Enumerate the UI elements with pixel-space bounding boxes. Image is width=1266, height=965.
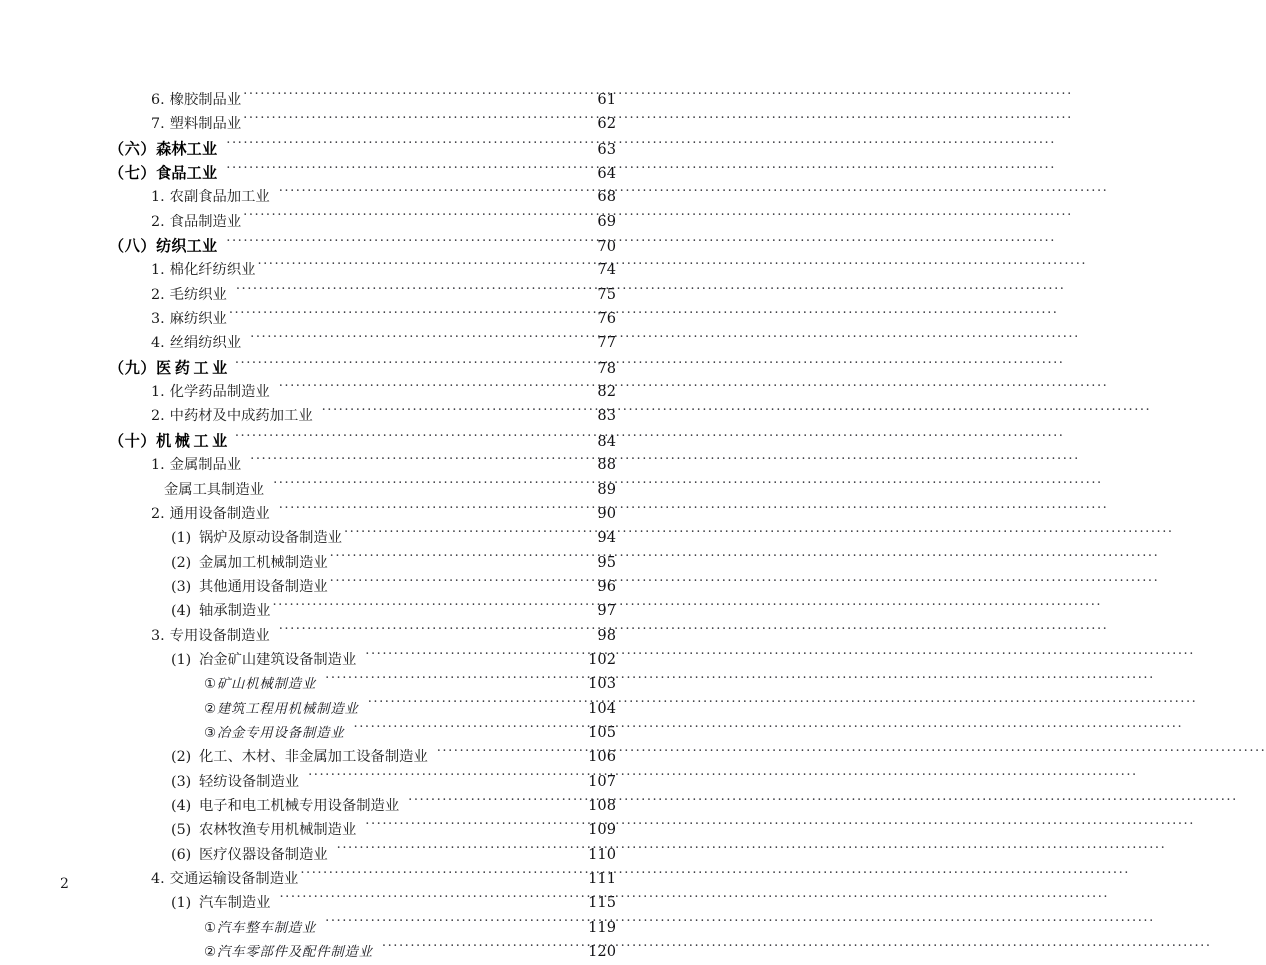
toc-dot-leader: [325, 916, 584, 932]
toc-entry-marker: 4.: [151, 871, 165, 887]
toc-entry-title: 毛纺织业: [169, 286, 227, 303]
toc-dot-leader: [308, 770, 584, 786]
toc-entry-page-number: 75: [597, 285, 616, 303]
toc-entry-title: 通用设备制造业: [169, 505, 270, 522]
toc-entry-marker: 2.: [151, 213, 165, 230]
toc-entry-marker: （十）: [109, 431, 157, 450]
toc-dot-leader: [368, 697, 584, 713]
toc-entry-page-number: 76: [597, 310, 616, 328]
toc-entry-marker: （八）: [109, 237, 157, 256]
toc-entry-marker: 3.: [151, 311, 165, 328]
toc-entry-page-number: 88: [597, 456, 616, 474]
toc-entry-page-number: 97: [597, 602, 616, 620]
toc-entry-marker: (1): [171, 895, 192, 912]
toc-entry-page-number: 69: [597, 212, 616, 230]
toc-entry-marker: 1.: [151, 189, 165, 206]
toc-entry-title: 金属加工机械制造业: [199, 554, 328, 571]
toc-entry-title: 汽车零部件及配件制造业: [216, 945, 373, 961]
toc-dot-leader: [273, 478, 584, 494]
toc-entry-title: 其他通用设备制造业: [199, 578, 328, 595]
toc-dot-leader: [243, 210, 584, 226]
toc-entry-marker: ①: [204, 677, 217, 693]
toc-entry-page-number: 108: [588, 796, 616, 814]
toc-entry-title: 金属制品业: [169, 457, 242, 474]
toc-entry-page-number: 68: [597, 188, 616, 206]
toc-dot-leader: [250, 453, 584, 469]
toc-entry-marker: 4.: [151, 335, 165, 352]
toc-entry-title: 食品制造业: [169, 213, 242, 230]
toc-entry-marker: (4): [171, 603, 192, 620]
toc-entry-page-number: 109: [588, 821, 616, 839]
toc-entry-label: [151, 307, 227, 331]
toc-entry-label: [151, 88, 241, 112]
toc-dot-leader: [344, 526, 584, 542]
toc-entry-label: [151, 380, 270, 404]
toc-entry-label: [171, 551, 328, 575]
toc-entry-marker: ②: [204, 701, 217, 717]
toc-entry-page-number: 62: [597, 115, 616, 133]
toc-dot-leader: [408, 794, 584, 810]
page-folio-number: 2: [60, 876, 69, 892]
toc-entry-title: 化学药品制造业: [169, 384, 270, 401]
toc-entry-page-number: 94: [597, 529, 616, 547]
toc-entry-marker: 1.: [151, 384, 165, 401]
toc-dot-leader: [226, 138, 584, 154]
toc-dot-leader: [437, 745, 584, 761]
toc-entry-title: 冶金矿山建筑设备制造业: [199, 651, 357, 668]
toc-entry-label: [171, 891, 270, 915]
toc-entry-label: [151, 331, 241, 355]
toc-entry-title: 冶金专用设备制造业: [216, 725, 345, 741]
toc-entry-label: [204, 941, 373, 965]
toc-entry-marker: 3.: [151, 627, 165, 644]
toc-entry-page-number: 119: [588, 918, 616, 936]
toc-entry-title: 专用设备制造业: [169, 627, 270, 644]
toc-entry-title: 森林工业: [156, 139, 218, 158]
toc-entry-page-number: 103: [588, 675, 616, 693]
toc-entry-page-number: 84: [597, 432, 616, 450]
toc-entry-page-number: 77: [597, 334, 616, 352]
toc-entry-marker: (4): [171, 797, 192, 814]
toc-entry-marker: ③: [204, 725, 217, 741]
toc-dot-leader: [243, 88, 584, 104]
toc-entry-page-number: 107: [588, 772, 616, 790]
toc-entry-page-number: 95: [597, 553, 616, 571]
toc-dot-leader: [330, 551, 584, 567]
toc-entry-title: 建筑工程用机械制造业: [216, 701, 359, 717]
toc-dot-leader: [243, 112, 584, 128]
toc-dot-leader: [272, 599, 584, 615]
toc-entry-page-number: 78: [597, 359, 616, 377]
toc-dot-leader: [325, 672, 584, 688]
toc-entry-page-number: 74: [597, 261, 616, 279]
toc-entry-title: 机械工业: [156, 431, 231, 450]
toc-entry-marker: (3): [171, 773, 192, 790]
toc-dot-leader: [300, 867, 584, 883]
toc-dot-leader: [229, 307, 584, 323]
toc-entry-label: [109, 161, 217, 185]
toc-entry-title: 塑料制品业: [169, 116, 242, 133]
toc-entry-title: 农副食品加工业: [169, 189, 270, 206]
toc-entry-label: [151, 283, 227, 307]
toc-entry-marker: ②: [204, 945, 217, 961]
toc-entry-label: [151, 867, 298, 891]
toc-entry-label: [151, 453, 241, 477]
toc-entry-title: 棉化纤纺织业: [169, 262, 256, 279]
toc-entry-marker: 6.: [151, 92, 165, 108]
toc-entry-page-number: 110: [588, 845, 616, 863]
table-of-contents: [0, 88, 616, 964]
toc-entry-marker: (5): [171, 822, 192, 839]
toc-dot-leader: [279, 891, 584, 907]
toc-entry-page-number: 98: [597, 626, 616, 644]
toc-entry-marker: (1): [171, 530, 192, 547]
toc-entry-page-number: 120: [588, 943, 616, 961]
document-page: [0, 0, 616, 961]
toc-entry-label: [109, 234, 217, 258]
toc-entry[interactable]: [0, 940, 616, 964]
toc-entry-title: 丝绢纺织业: [169, 335, 242, 352]
toc-entry-marker: 7.: [151, 116, 165, 133]
toc-dot-leader: [250, 331, 584, 347]
toc-entry-marker: (6): [171, 846, 192, 863]
toc-entry-label: [171, 818, 356, 842]
toc-entry-page-number: 90: [597, 504, 616, 522]
toc-entry-label: [109, 137, 217, 161]
toc-entry-label: [204, 917, 316, 941]
toc-entry-label: [204, 698, 359, 722]
toc-entry-title: 橡胶制品业: [169, 92, 242, 108]
toc-entry-label: [204, 673, 316, 697]
toc-entry-title: 金属工具制造业: [164, 481, 265, 498]
toc-dot-leader: [322, 404, 584, 420]
toc-dot-leader: [279, 502, 584, 518]
toc-dot-leader: [279, 380, 584, 396]
toc-entry-label: [171, 526, 342, 550]
toc-entry-title: 医药工业: [156, 358, 231, 377]
toc-entry-marker: 1.: [151, 457, 165, 474]
toc-dot-leader: [365, 648, 584, 664]
toc-entry-page-number: 89: [597, 480, 616, 498]
toc-entry-page-number: 96: [597, 577, 616, 595]
toc-dot-leader: [330, 575, 584, 591]
toc-entry-page-number: 102: [588, 650, 616, 668]
toc-entry-title: 医疗仪器设备制造业: [199, 846, 328, 863]
toc-entry-page-number: 70: [597, 238, 616, 256]
toc-entry-label: [151, 502, 270, 526]
toc-entry-label: [164, 478, 264, 502]
toc-entry-title: 汽车整车制造业: [216, 920, 317, 936]
toc-entry-title: 轴承制造业: [199, 603, 271, 620]
toc-entry-marker: ①: [204, 920, 217, 936]
toc-dot-leader: [337, 843, 584, 859]
toc-entry-title: 麻纺织业: [169, 311, 227, 328]
toc-entry-marker: 2.: [151, 408, 165, 425]
toc-entry-marker: 2.: [151, 505, 165, 522]
toc-entry-title: 化工、木材、非金属加工设备制造业: [199, 749, 428, 766]
toc-dot-leader: [257, 258, 584, 274]
toc-entry-page-number: 111: [588, 870, 616, 887]
toc-entry-title: 汽车制造业: [199, 895, 271, 912]
toc-entry-marker: (2): [171, 554, 192, 571]
toc-entry-page-number: 115: [588, 894, 616, 912]
toc-entry-marker: （六）: [109, 139, 157, 158]
toc-entry-label: [109, 356, 231, 380]
toc-entry-page-number: 106: [588, 748, 616, 766]
toc-entry-label: [151, 624, 270, 648]
toc-dot-leader: [365, 818, 584, 834]
toc-entry-page-number: 64: [597, 165, 616, 183]
toc-entry-title: 纺织工业: [156, 237, 218, 256]
toc-dot-leader: [382, 940, 584, 956]
toc-dot-leader: [279, 185, 584, 201]
toc-entry-title: 交通运输设备制造业: [169, 871, 299, 887]
toc-entry-page-number: 61: [597, 91, 616, 108]
toc-entry-title: 中药材及中成药加工业: [169, 408, 313, 425]
toc-entry-marker: 2.: [151, 286, 165, 303]
toc-entry-title: 食品工业: [156, 164, 218, 183]
toc-entry-marker: (1): [171, 651, 192, 668]
toc-entry-page-number: 63: [597, 140, 616, 158]
toc-entry-label: [171, 599, 270, 623]
toc-entry-marker: (2): [171, 749, 192, 766]
toc-entry-title: 轻纺设备制造业: [199, 773, 300, 790]
toc-entry-label: [204, 722, 345, 746]
toc-entry-page-number: 105: [588, 723, 616, 741]
toc-dot-leader: [354, 721, 584, 737]
toc-entry-page-number: 83: [597, 407, 616, 425]
toc-entry-marker: (3): [171, 578, 192, 595]
toc-entry-marker: 1.: [151, 262, 165, 279]
toc-entry-marker: （七）: [109, 164, 157, 183]
toc-entry-marker: （九）: [109, 358, 157, 377]
toc-entry-page-number: 104: [588, 699, 616, 717]
toc-entry-label: [171, 770, 299, 794]
toc-dot-leader: [236, 283, 584, 299]
toc-entry-page-number: 82: [597, 383, 616, 401]
toc-entry-label: [109, 429, 231, 453]
toc-entry-title: 电子和电工机械专用设备制造业: [199, 797, 400, 814]
toc-entry-title: 农林牧渔专用机械制造业: [199, 822, 357, 839]
toc-entry-title: 锅炉及原动设备制造业: [199, 530, 342, 547]
toc-dot-leader: [279, 624, 584, 640]
toc-entry-title: 矿山机械制造业: [216, 677, 317, 693]
